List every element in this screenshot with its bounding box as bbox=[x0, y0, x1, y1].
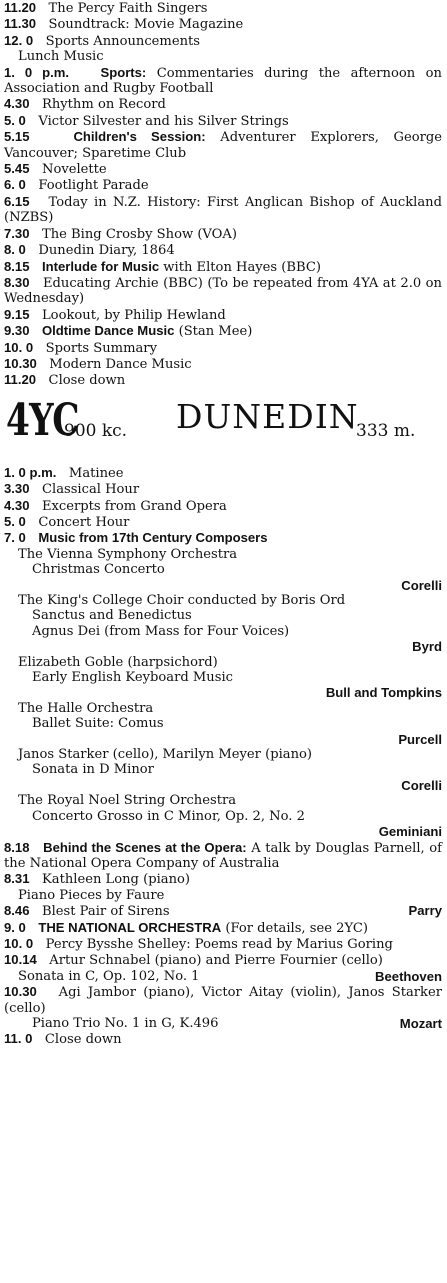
schedule-entry bbox=[4, 96, 442, 112]
entry-time: 9.15 bbox=[4, 306, 30, 322]
schedule-entry bbox=[4, 903, 442, 919]
entry-time: 5.15 bbox=[4, 129, 30, 145]
entry-title: Oldtime Dance Music bbox=[41, 323, 175, 339]
schedule-entry bbox=[4, 1031, 442, 1047]
entry-text: Adventurer Explorers, George Vancouver; Sparetime Club bbox=[4, 130, 442, 161]
entry-time: 3.30 bbox=[4, 481, 30, 497]
composer: Corelli bbox=[401, 777, 442, 793]
station-wavelength: 333 m. bbox=[356, 420, 416, 441]
work-title: Early English Keyboard Music bbox=[32, 670, 233, 686]
performer-line: The Royal Noel String Orchestra bbox=[18, 793, 237, 809]
entry-text: Concert Hour bbox=[38, 514, 130, 530]
entry-text: Victor Silvester and his Silver Strings bbox=[38, 113, 289, 129]
work-title: Christmas Concerto bbox=[32, 562, 165, 578]
schedule-entry bbox=[4, 323, 442, 339]
entry-text: The Percy Faith Singers bbox=[48, 1, 208, 16]
entry-title: Music from 17th Century Composers bbox=[38, 530, 268, 546]
entry-title: Behind the Scenes at the Opera: bbox=[43, 839, 247, 855]
performer-line: The Halle Orchestra bbox=[18, 700, 154, 716]
work-title: Sonata in D Minor bbox=[32, 762, 154, 778]
schedule-entry bbox=[4, 129, 442, 161]
entry-text: Sports Announcements bbox=[45, 33, 200, 49]
entry-text: Educating Archie (BBC) (To be repeated from 4YA at 2.0 on Wednesday) bbox=[4, 275, 442, 307]
entry-time: 6. 0 bbox=[4, 177, 26, 193]
schedule-entry bbox=[4, 920, 442, 936]
entry-text: Modern Dance Music bbox=[49, 356, 192, 372]
performer-line: The King's College Choir conducted by Boris Ord bbox=[18, 593, 346, 608]
performer-line: The Vienna Symphony Orchestra bbox=[18, 546, 238, 562]
station-2-schedule-part1 bbox=[4, 465, 442, 547]
station-call-sign: 4YC bbox=[6, 394, 79, 446]
listings-column bbox=[4, 0, 442, 1048]
entry-time: 1. 0 p.m. bbox=[4, 64, 70, 80]
entry-text: Matinee bbox=[68, 465, 124, 481]
entry-text: A talk by Douglas Parnell, of the National Opera Company of Australia bbox=[4, 840, 442, 871]
schedule-entry bbox=[4, 372, 442, 388]
schedule-entry bbox=[4, 952, 442, 968]
entry-text: Today in N.Z. History: First Anglican Bishop of Auckland (NZBS) bbox=[4, 194, 442, 226]
composer: Mozart bbox=[399, 1015, 442, 1031]
performer-line: Elizabeth Goble (harpsichord) bbox=[18, 654, 218, 670]
entry-time: 8. 0 bbox=[4, 242, 26, 258]
entry-text: Close down bbox=[48, 373, 126, 389]
composer: Purcell bbox=[398, 731, 442, 747]
entry-time: 11. 0 bbox=[4, 1031, 33, 1047]
schedule-entry bbox=[4, 49, 442, 64]
schedule-entry bbox=[4, 226, 442, 242]
entry-time: 7.30 bbox=[4, 225, 30, 241]
schedule-entry bbox=[4, 16, 442, 32]
entry-text: Dunedin Diary, 1864 bbox=[38, 243, 175, 259]
entry-text: Lookout, by Philip Hewland bbox=[41, 307, 226, 323]
schedule-entry bbox=[4, 871, 442, 887]
schedule-entry bbox=[4, 340, 442, 356]
entry-title: Sports: bbox=[100, 64, 147, 80]
entry-text: Lunch Music bbox=[18, 49, 104, 65]
entry-time: 10.30 bbox=[4, 984, 37, 1000]
entry-time: 4.30 bbox=[4, 497, 30, 513]
work-title: Piano Pieces by Faure bbox=[18, 887, 165, 903]
work-line bbox=[4, 1016, 442, 1031]
entry-time: 11.30 bbox=[4, 16, 37, 32]
station-header bbox=[4, 395, 442, 455]
entry-text: with Elton Hayes (BBC) bbox=[163, 259, 322, 275]
schedule-entry bbox=[4, 259, 442, 275]
entry-text: Novelette bbox=[41, 162, 107, 178]
entry-time: 6.15 bbox=[4, 193, 30, 209]
work-title: Sanctus and Benedictus bbox=[32, 608, 192, 624]
composer: Corelli bbox=[401, 577, 442, 593]
schedule-entry bbox=[4, 481, 442, 497]
schedule-entry bbox=[4, 465, 442, 481]
entry-text: Rhythm on Record bbox=[41, 97, 166, 113]
schedule-entry bbox=[4, 65, 442, 97]
schedule-entry bbox=[4, 177, 442, 193]
station-city: DUNEDIN bbox=[176, 396, 359, 436]
schedule-entry bbox=[4, 984, 442, 1016]
work-title: Piano Trio No. 1 in G, K.496 bbox=[32, 1015, 219, 1031]
entry-time: 4.30 bbox=[4, 96, 30, 112]
entry-text: The Bing Crosby Show (VOA) bbox=[41, 226, 237, 242]
schedule-entry bbox=[4, 275, 442, 307]
entry-time: 11.20 bbox=[4, 372, 37, 388]
entry-time: 8.15 bbox=[4, 258, 30, 274]
entry-time: 7. 0 bbox=[4, 530, 26, 546]
schedule-entry bbox=[4, 33, 442, 49]
entry-text: Classical Hour bbox=[41, 482, 140, 498]
entry-text: (Stan Mee) bbox=[178, 324, 253, 340]
schedule-entry bbox=[4, 356, 442, 372]
schedule-entry bbox=[4, 161, 442, 177]
work-title: Sonata in C, Op. 102, No. 1 bbox=[18, 968, 200, 984]
entry-time: 10.14 bbox=[4, 952, 37, 968]
entry-text: Soundtrack: Movie Magazine bbox=[48, 17, 244, 33]
station-2-schedule-part2 bbox=[4, 840, 442, 888]
composer: Parry bbox=[408, 903, 442, 919]
entry-time: 5.45 bbox=[4, 161, 30, 177]
entry-title: Children's Session: bbox=[73, 129, 206, 145]
schedule-entry bbox=[4, 307, 442, 323]
entry-text: Commentaries during the afternoon on Association and Rugby Football bbox=[4, 65, 442, 97]
entry-time: 9.30 bbox=[4, 323, 30, 339]
station-1-schedule bbox=[4, 0, 442, 389]
composer: Beethoven bbox=[375, 968, 442, 984]
entry-text: Agi Jambor (piano), Victor Aitay (violin), Janos Starker (cello) bbox=[4, 985, 442, 1016]
entry-text: Close down bbox=[44, 1032, 122, 1048]
schedule-entry bbox=[4, 840, 442, 872]
performer-line: Janos Starker (cello), Marilyn Meyer (piano) bbox=[18, 747, 313, 763]
schedule-entry bbox=[4, 0, 442, 16]
station-2-schedule-part3 bbox=[4, 920, 442, 969]
entry-text: Artur Schnabel (piano) and Pierre Fournier (cello) bbox=[49, 953, 383, 969]
entry-time: 1. 0 p.m. bbox=[4, 464, 57, 480]
entry-time: 10. 0 bbox=[4, 339, 34, 355]
schedule-entry bbox=[4, 936, 442, 952]
entry-time: 5. 0 bbox=[4, 513, 26, 529]
entry-text: Blest Pair of Sirens bbox=[41, 904, 170, 920]
schedule-entry bbox=[4, 530, 442, 546]
station-frequency: 900 kc. bbox=[64, 420, 128, 441]
composer: Geminiani bbox=[378, 824, 442, 840]
entry-text: Footlight Parade bbox=[38, 178, 149, 194]
entry-time: 10.30 bbox=[4, 355, 37, 371]
entry-text: Percy Bysshe Shelley: Poems read by Marius Goring bbox=[45, 936, 393, 952]
entry-title: THE NATIONAL ORCHESTRA bbox=[38, 919, 222, 935]
entry-time: 12. 0 bbox=[4, 32, 34, 48]
composer: Byrd bbox=[412, 639, 442, 655]
work-title: Concerto Grosso in C Minor, Op. 2, No. 2 bbox=[32, 808, 305, 824]
entry-title: Interlude for Music bbox=[41, 258, 160, 274]
composer: Bull and Tompkins bbox=[325, 685, 442, 701]
work-title: Agnus Dei (from Mass for Four Voices) bbox=[32, 623, 290, 639]
schedule-entry bbox=[4, 498, 442, 514]
work-title: Ballet Suite: Comus bbox=[32, 716, 164, 732]
entry-text: Sports Summary bbox=[45, 340, 157, 356]
schedule-entry bbox=[4, 113, 442, 129]
entry-time: 8.18 bbox=[4, 839, 30, 855]
schedule-entry bbox=[4, 514, 442, 530]
entry-time: 5. 0 bbox=[4, 112, 26, 128]
entry-time: 11.20 bbox=[4, 0, 37, 15]
schedule-entry bbox=[4, 194, 442, 226]
entry-time: 8.31 bbox=[4, 871, 30, 887]
entry-time: 8.46 bbox=[4, 903, 30, 919]
entry-time: 10. 0 bbox=[4, 935, 34, 951]
entry-text: Excerpts from Grand Opera bbox=[41, 498, 227, 514]
entry-text: Kathleen Long (piano) bbox=[41, 872, 191, 888]
concert-program bbox=[4, 547, 442, 840]
schedule-entry bbox=[4, 242, 442, 258]
entry-time: 9. 0 bbox=[4, 919, 26, 935]
entry-text: (For details, see 2YC) bbox=[225, 920, 368, 936]
work-line bbox=[4, 969, 442, 984]
entry-time: 8.30 bbox=[4, 274, 30, 290]
